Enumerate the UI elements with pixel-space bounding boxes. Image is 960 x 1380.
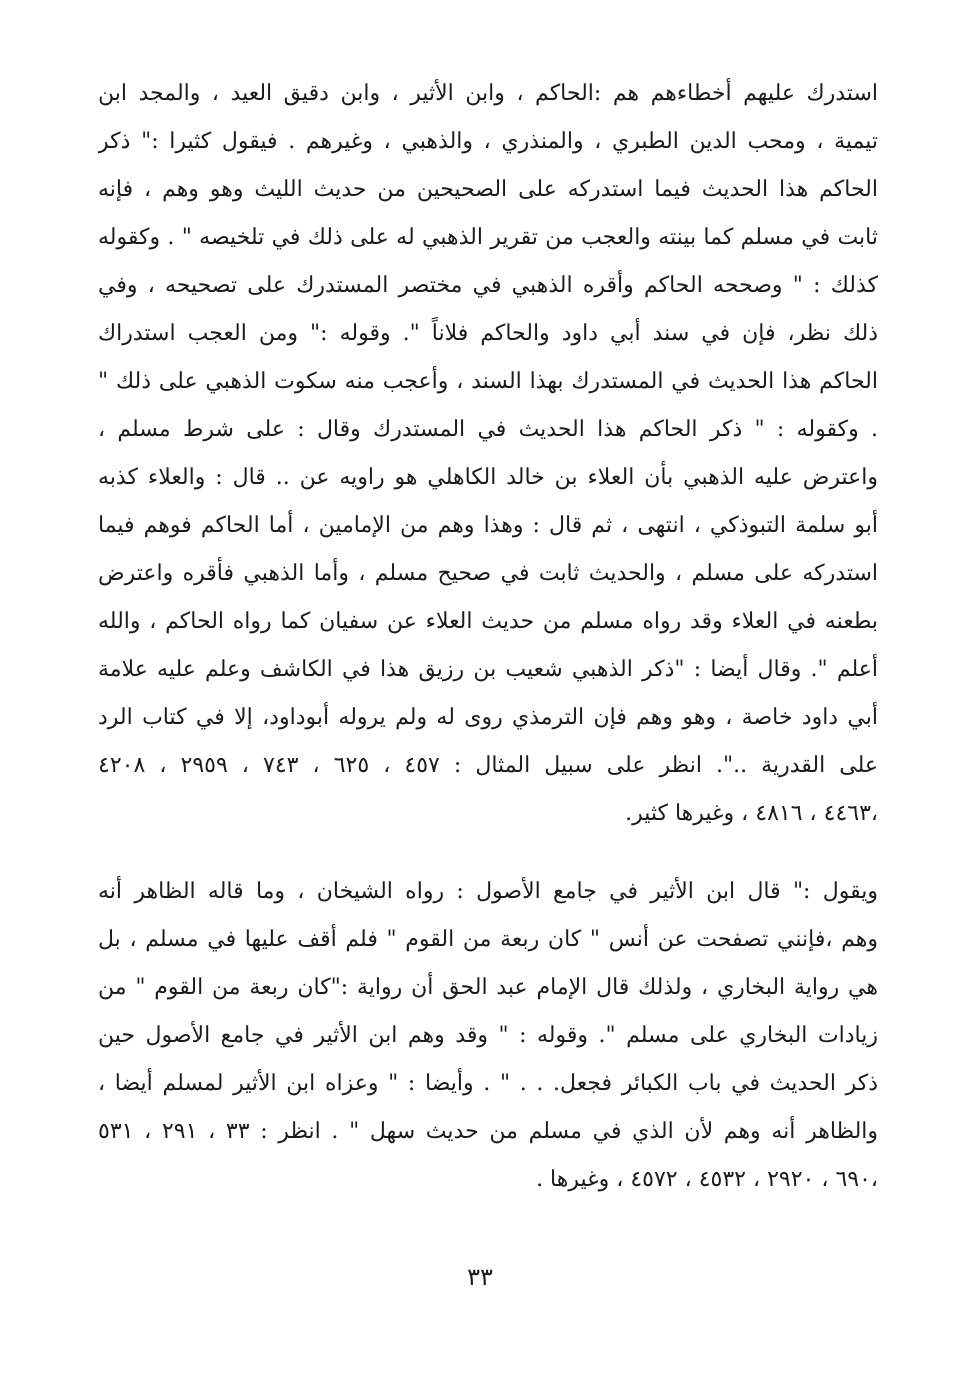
text-line: أعلم ". وقال أيضا : "ذكر الذهبي شعيب بن رزيق هذا في الكاشف وعلم عليه علامة [98, 657, 878, 682]
text-line: كذلك : " وصححه الحاكم وأقره الذهبي في مختصر المستدرك على تصحيحه ، وفي [98, 273, 878, 298]
text-line: ثابت في مسلم كما بينته والعجب من تقرير الذهبي له على ذلك في تلخيصه " . وكقوله [98, 225, 878, 250]
text-line: أبو سلمة التبوذكي ، انتهى ، ثم قال : وهذا وهم من الإمامين ، أما الحاكم فوهم فيما [98, 513, 878, 538]
paragraph-2 [98, 868, 878, 1204]
text-line: ذكر الحديث في باب الكبائر فجعل. . . " . وأيضا : " وعزاه ابن الأثير لمسلم أيضا ، [98, 1071, 878, 1096]
text-line: استدرك عليهم أخطاءهم هم :الحاكم ، وابن الأثير ، وابن دقيق العيد ، والمجد ابن [98, 81, 878, 106]
text-line: وهم ،فإنني تصفحت عن أنس " كان ربعة من القوم " فلم أقف عليها في مسلم ، بل [98, 927, 878, 952]
text-line: الحاكم هذا الحديث في المستدرك بهذا السند ، وأعجب منه سكوت الذهبي على ذلك " [98, 369, 878, 394]
text-line: . وكقوله : " ذكر الحاكم هذا الحديث في المستدرك وقال : على شرط مسلم ، [98, 417, 878, 442]
text-line: ذلك نظر، فإن في سند أبي داود والحاكم فلاناً ". وقوله :" ومن العجب استدراك [98, 321, 878, 346]
text-line: ويقول :" قال ابن الأثير في جامع الأصول : رواه الشيخان ، وما قاله الظاهر أنه [98, 879, 878, 904]
text-line: تيمية ، ومحب الدين الطبري ، والمنذري ، والذهبي ، وغيرهم . فيقول كثيرا :" ذكر [98, 129, 878, 154]
text-line: واعترض عليه الذهبي بأن العلاء بن خالد الكاهلي هو راويه عن .. قال : والعلاء كذبه [98, 465, 878, 490]
text-line: أبي داود خاصة ، وهو وهم فإن الترمذي روى له ولم يروله أبوداود، إلا في كتاب الرد [98, 705, 878, 730]
text-line: ،٦٩٠ ، ٢٩٢٠ ، ٤٥٣٢ ، ٤٥٧٢ ، وغيرها . [536, 1167, 878, 1192]
text-line: الحاكم هذا الحديث فيما استدركه على الصحيحين من حديث الليث وهو وهم ، فإنه [98, 177, 878, 202]
text-line: استدركه على مسلم ، والحديث ثابت في صحيح مسلم ، وأما الذهبي فأقره واعترض [98, 561, 878, 586]
text-line: زيادات البخاري على مسلم ". وقوله : " وقد وهم ابن الأثير في جامع الأصول حين [98, 1023, 878, 1048]
text-line: بطعنه في العلاء وقد رواه مسلم من حديث العلاء عن سفيان كما رواه الحاكم ، والله [98, 609, 878, 634]
text-line: هي رواية البخاري ، ولذلك قال الإمام عبد الحق أن رواية :"كان ربعة من القوم " من [98, 975, 878, 1000]
page-number: ٣٣ [467, 1263, 493, 1291]
text-line: على القدرية ..". انظر على سبيل المثال : ٤٥٧ ، ٦٢٥ ، ٧٤٣ ، ٢٩٥٩ ، ٤٢٠٨ [98, 753, 878, 778]
text-line: والظاهر أنه وهم لأن الذي في مسلم من حديث سهل " . انظر : ٣٣ ، ٢٩١ ، ٥٣١ [98, 1119, 878, 1144]
paragraph-1 [98, 70, 878, 838]
text-line: ،٤٤٦٣ ، ٤٨١٦ ، وغيرها كثير. [625, 801, 878, 826]
